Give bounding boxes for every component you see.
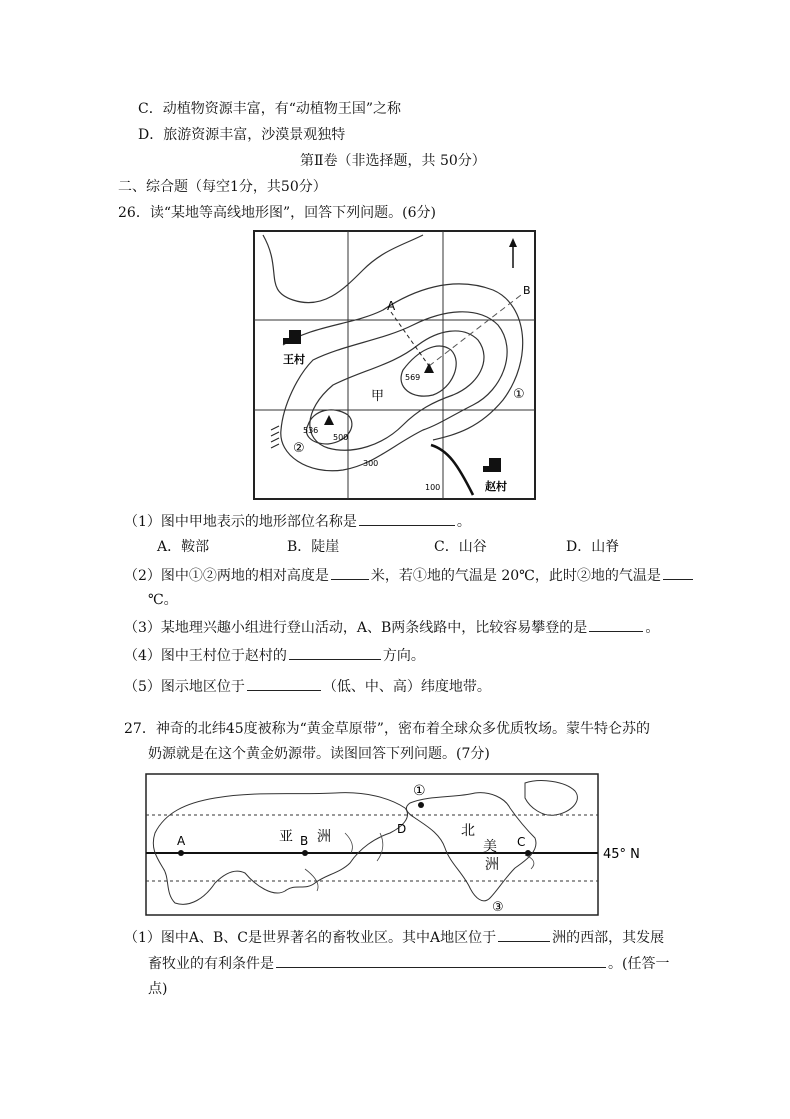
q27-sub1-line2 (148, 953, 669, 974)
option-d-text: D．旅游资源丰富，沙漠景观独特 (138, 127, 346, 143)
q26-sub4 (124, 645, 425, 666)
point-c-marker (525, 850, 531, 856)
world-label-asia-1: 亚 (279, 829, 293, 845)
world-label-a: A (177, 834, 186, 848)
point-1-marker (418, 802, 424, 808)
q26-option-a[interactable]: A．鞍部 (157, 539, 210, 555)
q26-sub4-text: （4）图中王村位于赵村的 (124, 648, 287, 664)
map-label-circle-1: ① (513, 387, 525, 402)
elev-peak-left: 536 (303, 426, 319, 435)
world-label-circle-1: ① (413, 783, 426, 799)
section-title: 第Ⅱ卷（非选择题，共 50分） (300, 153, 486, 169)
q26-sub5 (124, 676, 491, 697)
world-label-lat-45n: 45° N (603, 847, 640, 862)
world-label-b: B (300, 834, 309, 848)
world-label-na-2: 美 (483, 839, 497, 855)
q26-sub1 (124, 511, 471, 532)
q27-sub1-blank-2[interactable] (276, 953, 606, 968)
map-label-zhao-village: 赵村 (485, 480, 507, 493)
part-heading: 二、综合题（每空1分，共50分） (118, 179, 327, 195)
q26-sub1-answer-blank[interactable] (359, 511, 455, 526)
q26-sub2-unit: ℃。 (148, 592, 178, 608)
q26-sub4-end: 方向。 (382, 648, 425, 664)
q27-sub1-line2-text: 畜牧业的有利条件是 (148, 956, 274, 972)
map-label-jia: 甲 (371, 389, 385, 404)
q27-sub1-blank-1[interactable] (498, 927, 550, 942)
q27-sub1-line2-end: 。(任答一 (608, 956, 670, 972)
map-label-a: A (387, 299, 396, 313)
world-label-na-3: 洲 (485, 857, 499, 873)
q26-option-d[interactable]: D．山脊 (566, 539, 620, 555)
q26-sub3-end: 。 (645, 620, 660, 636)
q26-sub3-blank[interactable] (589, 617, 643, 632)
q27-sub1-text-2: 洲的西部，其发展 (552, 930, 665, 946)
q27-sub1-text-1: （1）图中A、B、C是世界著名的畜牧业区。其中A地区位于 (124, 930, 497, 946)
point-b-marker (302, 850, 308, 856)
point-a-marker (178, 850, 184, 856)
map-label-b: B (523, 284, 531, 297)
contour-map (253, 230, 536, 500)
contour-label-100: 100 (425, 483, 441, 492)
q26-sub2 (124, 565, 695, 586)
q26-sub3 (124, 617, 659, 638)
contour-label-300: 300 (363, 459, 379, 468)
q26-sub2-text-1: （2）图中①②两地的相对高度是 (124, 568, 329, 584)
world-label-d: D (397, 822, 407, 836)
q26-sub4-blank[interactable] (289, 645, 381, 660)
contour-label-500: 500 (333, 433, 349, 442)
map-label-wang-village: 王村 (283, 353, 305, 366)
elev-peak-right: 569 (405, 373, 421, 382)
world-label-circle-3: ③ (492, 900, 504, 915)
q26-stem: 26．读“某地等高线地形图”，回答下列问题。(6分) (118, 205, 436, 221)
q26-sub2-blank-2[interactable] (663, 565, 693, 580)
q26-option-c[interactable]: C．山谷 (434, 539, 487, 555)
world-label-asia-2: 洲 (317, 829, 331, 845)
q26-sub1-end: 。 (456, 514, 471, 530)
world-label-na-1: 北 (461, 823, 475, 839)
q27-sub1-line3: 点) (148, 981, 168, 997)
q26-sub2-text-2: 米，若①地的气温是 20℃，此时②地的气温是 (370, 568, 661, 584)
q27-stem-line2: 奶源就是在这个黄金奶源带。读图回答下列问题。(7分) (148, 746, 490, 762)
world-map (145, 773, 655, 916)
q26-sub5-blank[interactable] (247, 676, 321, 691)
q26-sub3-text: （3）某地理兴趣小组进行登山活动，A、B两条线路中，比较容易攀登的是 (124, 620, 588, 636)
q26-sub1-text: （1）图中甲地表示的地形部位名称是 (124, 514, 357, 530)
q27-sub1-line1 (124, 927, 664, 948)
q26-sub5-text: （5）图示地区位于 (124, 679, 245, 695)
q27-stem-line1: 27．神奇的北纬45度被称为“黄金草原带”，密布着全球众多优质牧场。蒙牛特仑苏的 (124, 721, 650, 737)
option-c-text: C．动植物资源丰富，有“动植物王国”之称 (138, 101, 402, 117)
world-label-c: C (517, 835, 526, 849)
map-label-circle-2: ② (293, 441, 305, 456)
q26-sub5-end: （低、中、高）纬度地带。 (322, 679, 491, 695)
q26-option-b[interactable]: B．陡崖 (287, 539, 340, 555)
q26-sub2-blank-1[interactable] (331, 565, 369, 580)
